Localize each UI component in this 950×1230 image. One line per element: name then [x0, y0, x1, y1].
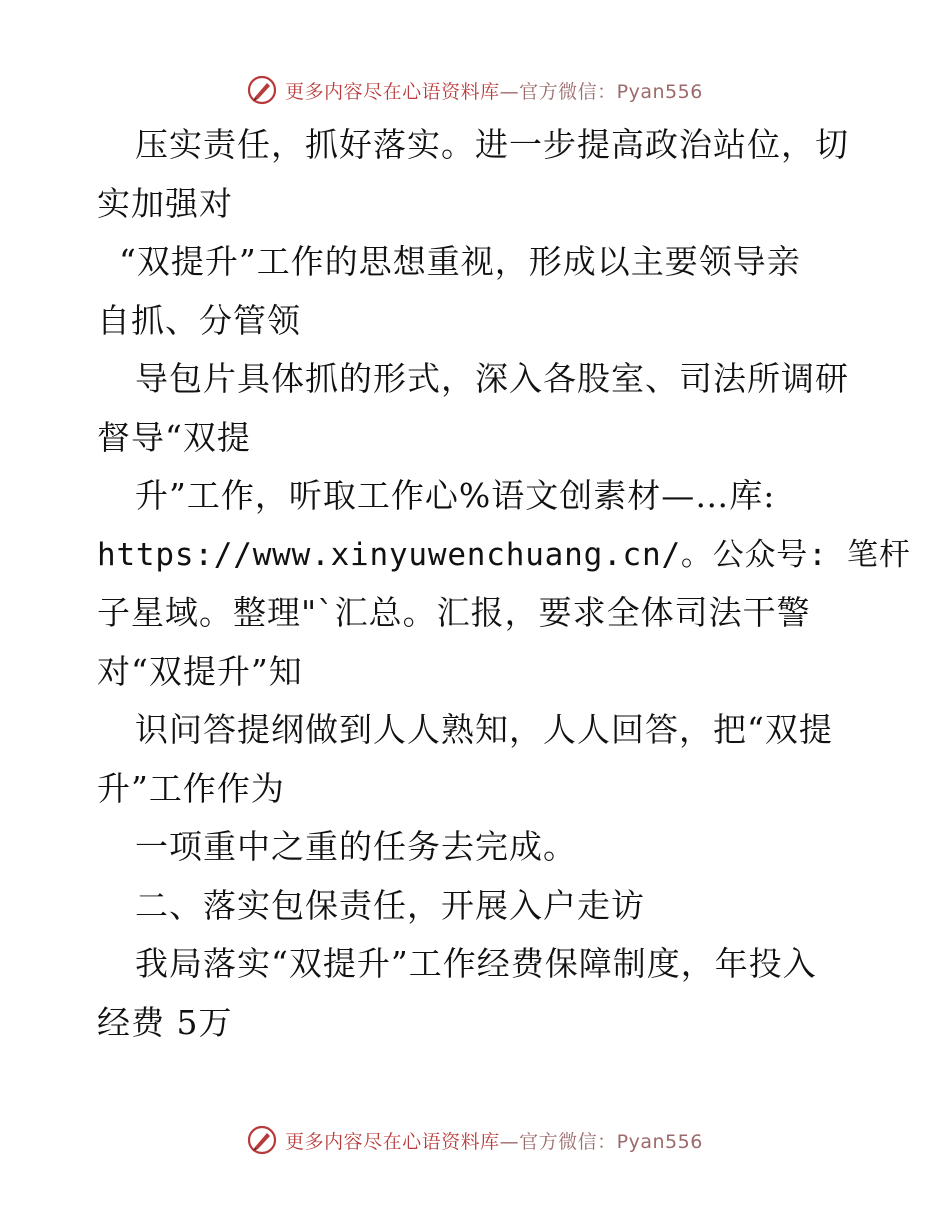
- quill-pen-logo-icon: [247, 1125, 277, 1155]
- text-line: 督导“双提: [97, 417, 251, 457]
- quill-pen-logo-icon: [247, 75, 277, 105]
- text-line: 经费 5万: [97, 1002, 233, 1042]
- section-heading: 二、落实包保责任，开展入户走访: [135, 885, 645, 925]
- text-line: 升”工作作为: [97, 768, 285, 808]
- text-line: 压实责任，抓好落实。进一步提高政治站位，切: [135, 125, 849, 164]
- watermark-contact: 官方微信：Pyan556: [519, 80, 703, 103]
- header-watermark: [0, 72, 950, 108]
- text-line-url: https://www.xinyuwenchuang.cn/。公众号: 笔杆: [97, 536, 911, 573]
- text-line: 实加强对: [97, 183, 233, 223]
- body-text: [97, 116, 911, 1052]
- watermark-dash: —: [499, 1130, 520, 1153]
- text-line: 子星域。整理"`汇总。汇报，要求全体司法干警: [97, 593, 811, 632]
- watermark-text: 更多内容尽在心语资料库: [285, 1130, 500, 1153]
- text-line: 一项重中之重的任务去完成。: [135, 827, 577, 866]
- text-line: 对“双提升”知: [97, 651, 303, 691]
- text-line: 自抓、分管领: [97, 300, 301, 340]
- watermark-dash: —: [499, 80, 520, 103]
- watermark-text: 更多内容尽在心语资料库: [285, 80, 500, 103]
- text-line: “双提升”工作的思想重视，形成以主要领导亲: [119, 242, 801, 281]
- text-line: 识问答提纲做到人人熟知，人人回答，把“双提: [135, 710, 833, 749]
- watermark-contact: 官方微信：Pyan556: [519, 1130, 703, 1153]
- text-line: 升”工作，听取工作心%语文创素材—…库:: [135, 476, 776, 515]
- text-line: 导包片具体抓的形式，深入各股室、司法所调研: [135, 359, 849, 398]
- text-line: 我局落实“双提升”工作经费保障制度，年投入: [135, 944, 817, 983]
- footer-watermark: [0, 1122, 950, 1158]
